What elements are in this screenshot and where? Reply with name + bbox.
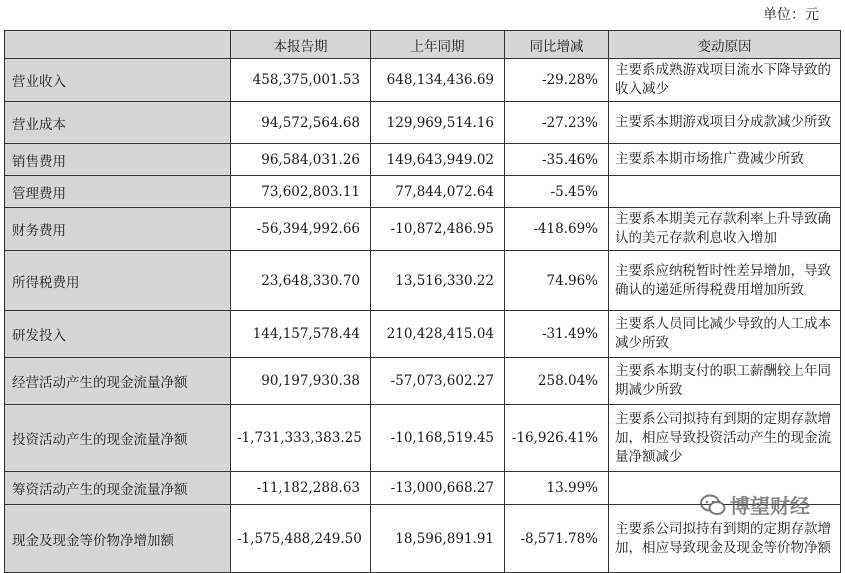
- row-item: 经营活动产生的现金流量净额: [5, 358, 231, 405]
- row-change: -5.45%: [505, 176, 609, 208]
- table-row: [5, 59, 841, 102]
- row-current: 73,602,803.11: [231, 176, 371, 208]
- table-row: [5, 176, 841, 208]
- row-reason: 主要系本期美元存款利率上升导致确认的美元存款利息收入增加: [609, 208, 841, 251]
- row-prior: 648,134,436.69: [371, 59, 505, 102]
- table-row: [5, 405, 841, 472]
- row-change: -418.69%: [505, 208, 609, 251]
- row-current: 23,648,330.70: [231, 251, 371, 311]
- row-change: 13.99%: [505, 472, 609, 505]
- table-row: [5, 208, 841, 251]
- row-item: 研发投入: [5, 311, 231, 358]
- row-current: 90,197,930.38: [231, 358, 371, 405]
- row-reason: [609, 176, 841, 208]
- row-reason: 主要系本期市场推广费减少所致: [609, 144, 841, 176]
- row-current: 94,572,564.68: [231, 102, 371, 144]
- row-reason: 主要系本期游戏项目分成款减少所致: [609, 102, 841, 144]
- row-reason: 主要系成熟游戏项目流水下降导致的收入减少: [609, 59, 841, 102]
- row-item: 管理费用: [5, 176, 231, 208]
- row-change: -16,926.41%: [505, 405, 609, 472]
- unit-label: 单位：元: [763, 7, 819, 23]
- row-reason: 主要系公司拟持有到期的定期存款增加，相应导致现金及现金等价物净额: [609, 505, 841, 573]
- row-reason: 主要系应纳税暂时性差异增加，导致确认的递延所得税费用增加所致: [609, 251, 841, 311]
- row-item: 财务费用: [5, 208, 231, 251]
- row-change: -8,571.78%: [505, 505, 609, 573]
- watermark: [700, 490, 810, 519]
- row-item: 销售费用: [5, 144, 231, 176]
- watermark-text: 博望财经: [730, 494, 810, 518]
- row-current: -56,394,992.66: [231, 208, 371, 251]
- row-prior: 13,516,330.22: [371, 251, 505, 311]
- row-current: -1,575,488,249.50: [231, 505, 371, 573]
- row-prior: 129,969,514.16: [371, 102, 505, 144]
- table-header-row: [5, 31, 841, 59]
- row-prior: -13,000,668.27: [371, 472, 505, 505]
- header-reason: 变动原因: [609, 31, 841, 59]
- row-prior: 210,428,415.04: [371, 311, 505, 358]
- wechat-icon: [700, 494, 726, 516]
- table-row: [5, 144, 841, 176]
- header-item: [5, 31, 231, 59]
- row-item: 现金及现金等价物净增加额: [5, 505, 231, 573]
- table-row: [5, 311, 841, 358]
- header-yoy-change: 同比增减: [505, 31, 609, 59]
- row-current: -1,731,333,383.25: [231, 405, 371, 472]
- table-row: [5, 251, 841, 311]
- header-prior-period: 上年同期: [371, 31, 505, 59]
- row-item: 筹资活动产生的现金流量净额: [5, 472, 231, 505]
- row-change: -27.23%: [505, 102, 609, 144]
- row-prior: 149,643,949.02: [371, 144, 505, 176]
- row-prior: -10,872,486.95: [371, 208, 505, 251]
- header-current-period: 本报告期: [231, 31, 371, 59]
- row-change: 74.96%: [505, 251, 609, 311]
- table-row: [5, 358, 841, 405]
- row-change: 258.04%: [505, 358, 609, 405]
- row-current: -11,182,288.63: [231, 472, 371, 505]
- row-change: -35.46%: [505, 144, 609, 176]
- table-row: [5, 102, 841, 144]
- row-prior: -57,073,602.27: [371, 358, 505, 405]
- row-change: -31.49%: [505, 311, 609, 358]
- row-item: 营业成本: [5, 102, 231, 144]
- row-change: -29.28%: [505, 59, 609, 102]
- row-current: 144,157,578.44: [231, 311, 371, 358]
- row-item: 所得税费用: [5, 251, 231, 311]
- row-current: 458,375,001.53: [231, 59, 371, 102]
- row-current: 96,584,031.26: [231, 144, 371, 176]
- row-prior: -10,168,519.45: [371, 405, 505, 472]
- row-item: 营业收入: [5, 59, 231, 102]
- row-prior: 18,596,891.91: [371, 505, 505, 573]
- row-prior: 77,844,072.64: [371, 176, 505, 208]
- row-item: 投资活动产生的现金流量净额: [5, 405, 231, 472]
- row-reason: 主要系本期支付的职工薪酬较上年同期减少所致: [609, 358, 841, 405]
- row-reason: 主要系公司拟持有到期的定期存款增加，相应导致投资活动产生的现金流量净额减少: [609, 405, 841, 472]
- row-reason: 主要系人员同比减少导致的人工成本减少所致: [609, 311, 841, 358]
